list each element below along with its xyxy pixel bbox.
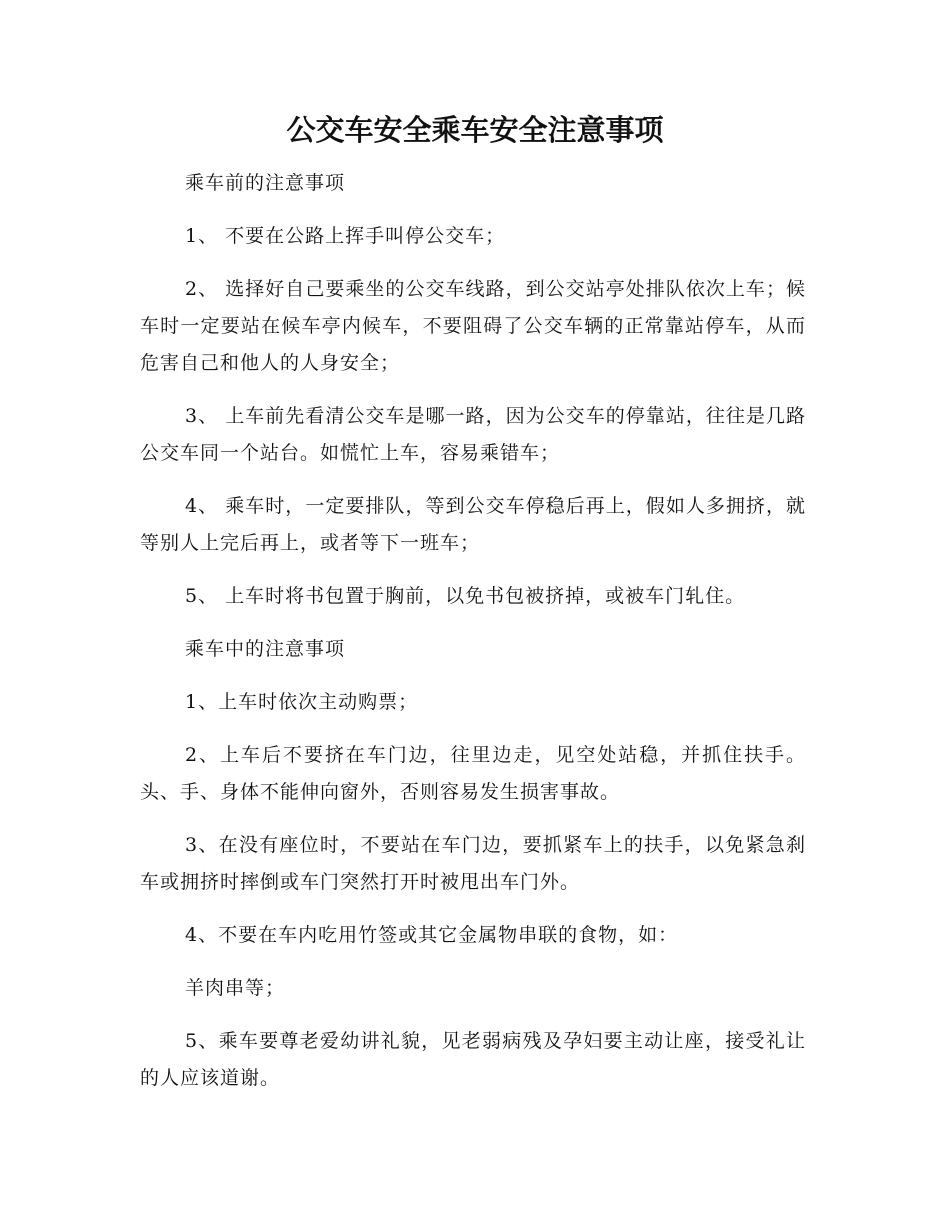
document-body [140,165,806,1113]
paragraph: 3、在没有座位时，不要站在车门边，要抓紧车上的扶手，以免紧急刹车或拥挤时摔倒或车门突然打开时被甩出车门外。 [140,834,806,893]
document-title: 公交车安全乘车安全注意事项 [286,113,664,147]
section-heading-during-ride: 乘车中的注意事项 [185,638,346,660]
paragraph: 羊肉串等； [185,977,286,999]
paragraph: 2、上车后不要挤在车门边，往里边走，见空处站稳，并抓住扶手。头、手、身体不能伸向窗外，否则容易发生损害事故。 [140,744,806,803]
section-heading-before-boarding: 乘车前的注意事项 [185,172,346,194]
paragraph: 4、 乘车时，一定要排队，等到公交车停稳后再上，假如人多拥挤，就等别人上完后再上，或者等下一班车； [140,495,806,554]
paragraph: 5、 上车时将书包置于胸前，以免书包被挤掉，或被车门轧住。 [185,585,746,607]
paragraph: 4、不要在车内吃用竹签或其它金属物串联的食物，如： [185,924,679,946]
paragraph: 1、 不要在公路上挥手叫停公交车； [185,225,506,247]
paragraph: 3、 上车前先看清公交车是哪一路，因为公交车的停靠站，往往是几路公交车同一个站台。如慌忙上车，容易乘错车； [140,405,806,464]
paragraph: 2、 选择好自己要乘坐的公交车线路，到公交站亭处排队依次上车；候车时一定要站在候车亭内候车，不要阻碍了公交车辆的正常靠站停车，从而危害自己和他人的人身安全； [140,278,806,374]
paragraph: 5、乘车要尊老爱幼讲礼貌，见老弱病残及孕妇要主动让座，接受礼让的人应该道谢。 [140,1030,806,1089]
paragraph: 1、上车时依次主动购票； [185,691,419,713]
